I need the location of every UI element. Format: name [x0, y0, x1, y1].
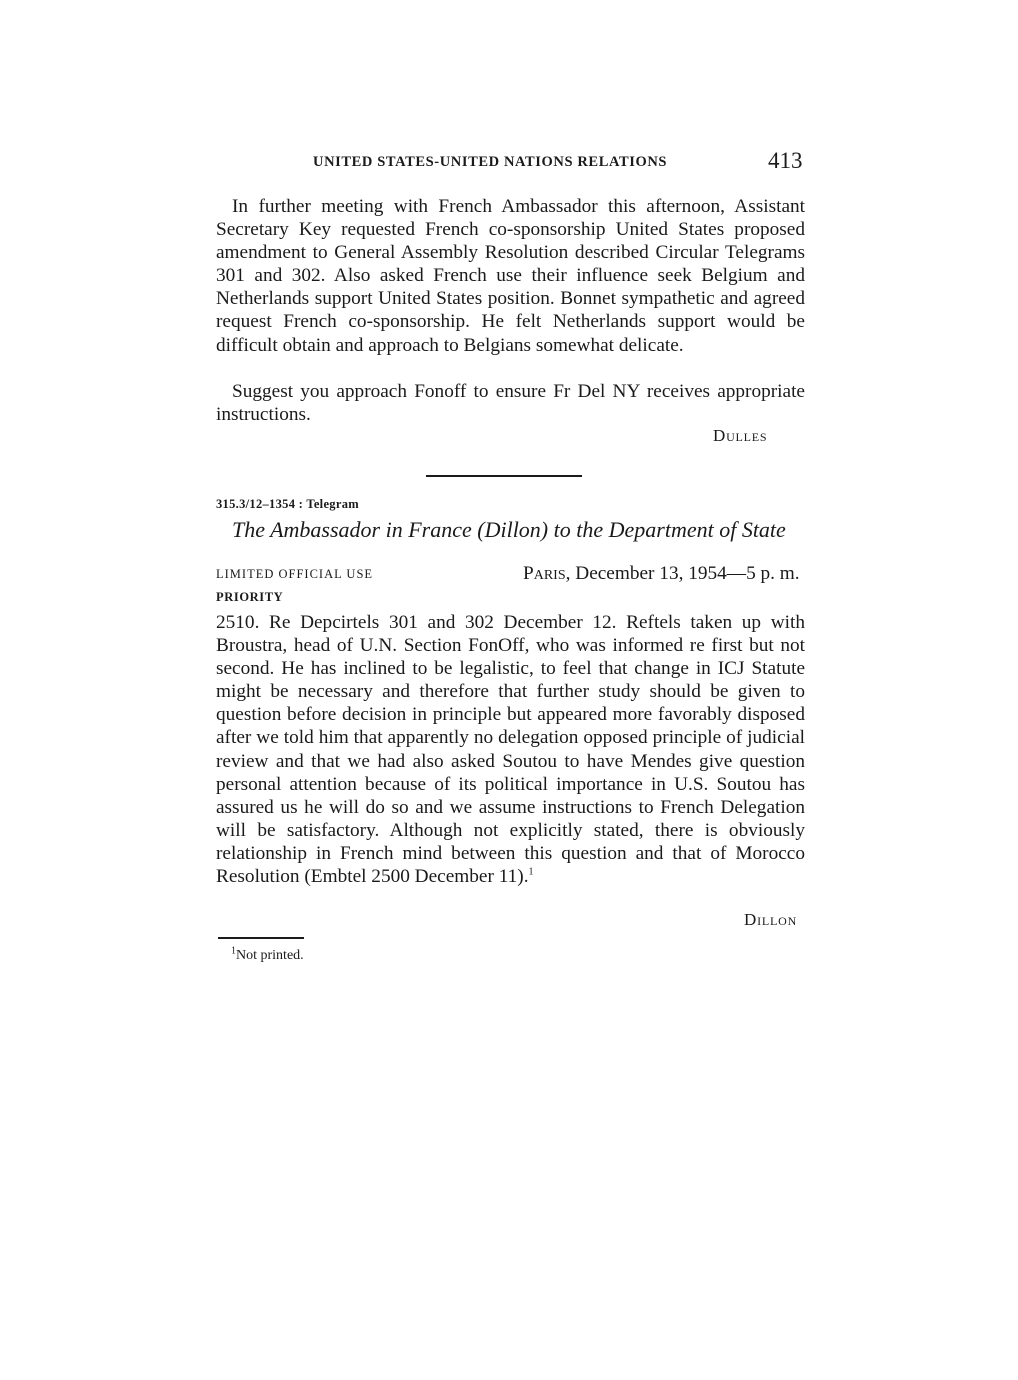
footnote-marker: 1: [528, 866, 534, 878]
paragraph-3-text: 2510. Re Depcirtels 301 and 302 December 12. Reftels taken up with Broustra, head of U.N. Section FonOff, who was informed re first but not second. He has inclined to be legalistic, to feel that change in ICJ Statute might be necessary and therefore that further study should be given to question before decision in principle but appeared more favorably disposed after we told him that apparently no delegation opposed principle of judicial review and that we had also asked Soutou to have Mendes give question personal attention because of its political importance in U.S. Soutou has assured us he will do so and we assume instructions to French Delegation will be satisfactory. Although not explicitly stated, there is obviously relationship in French mind between this question and that of Morocco Resolution (Embtel 2500 December 11).: [216, 612, 805, 888]
file-reference: 315.3/12–1354 : Telegram: [216, 497, 359, 511]
footnote-number: 1: [231, 945, 236, 957]
page-number: 413: [768, 148, 803, 173]
signature-dulles: Dulles: [713, 426, 768, 445]
dateline-city: Paris: [523, 563, 566, 584]
classification-label: LIMITED OFFICIAL USE: [216, 567, 374, 581]
section-separator: [426, 475, 582, 477]
paragraph-1: In further meeting with French Ambassador this afternoon, Assistant Secretary Key requested French co-sponsorship United States proposed amendment to General Assembly Resolution described Circular Telegrams 301 and 302. Also asked French use their influence seek Belgium and Netherlands support United States position. Bonnet sympathetic and agreed request French co-sponsorship. He felt Netherlands support would be difficult obtain and approach to Belgians somewhat delicate.: [216, 196, 805, 356]
paragraph-3: [216, 611, 805, 888]
running-head: UNITED STATES-UNITED NATIONS RELATIONS: [313, 154, 668, 170]
footnote: [231, 945, 304, 964]
priority-label: PRIORITY: [216, 590, 284, 604]
footnote-rule: [218, 937, 304, 939]
dateline-date: , December 13, 1954—5 p. m.: [565, 563, 800, 584]
paragraph-2: Suggest you approach Fonoff to ensure Fr Del NY receives appropriate instructions.: [216, 381, 805, 426]
document-title: The Ambassador in France (Dillon) to the Department of State: [232, 517, 786, 542]
footnote-text: Not printed.: [236, 948, 304, 963]
dateline: [523, 563, 800, 585]
signature-dillon: Dillon: [744, 910, 798, 929]
